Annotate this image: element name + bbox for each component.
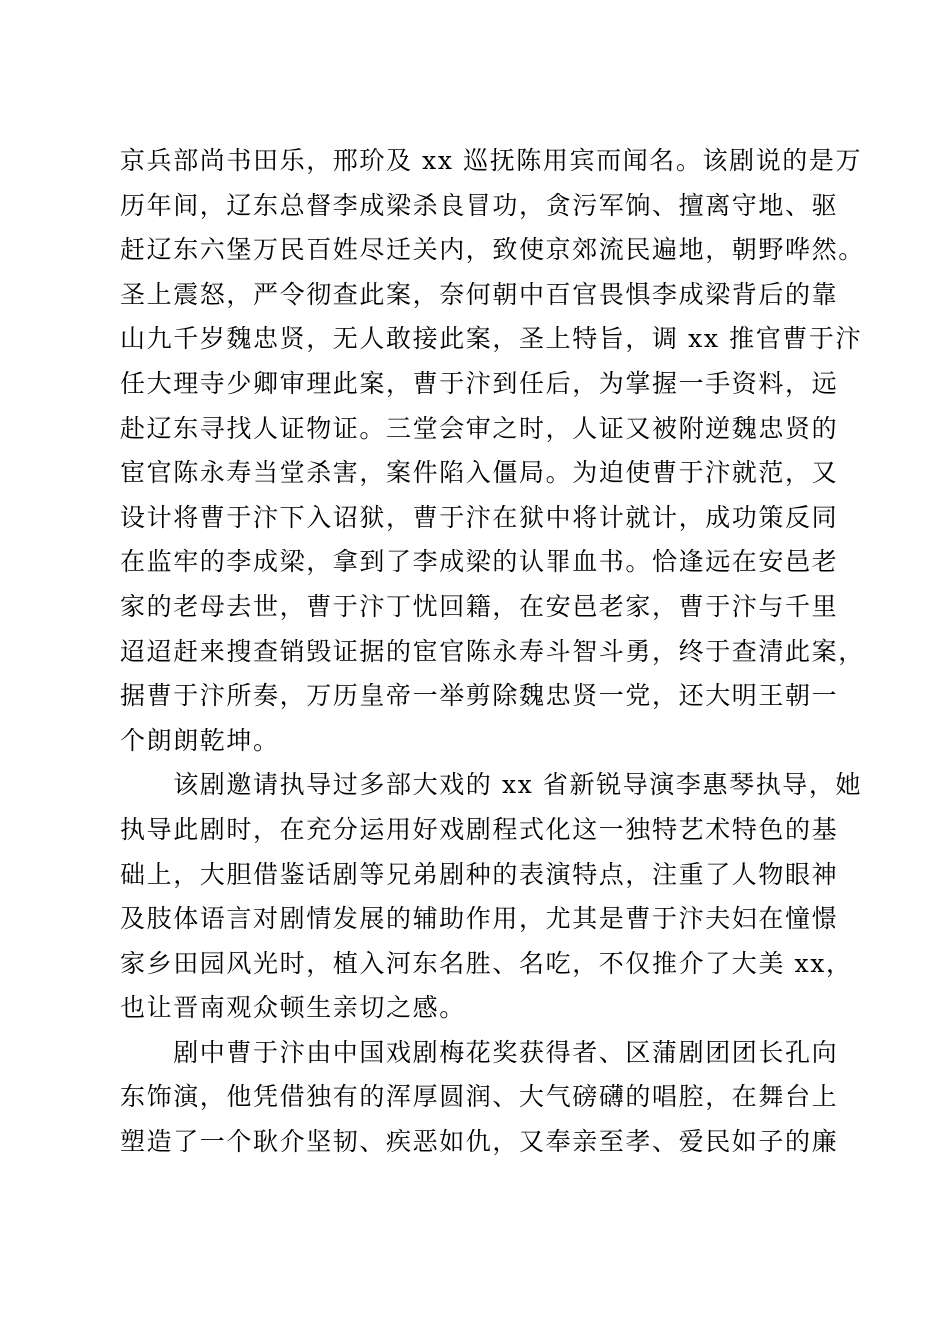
text-line: 据曹于汴所奏，万历皇帝一举剪除魏忠贤一党，还大明王朝一 <box>120 681 839 711</box>
text-line: 个朗朗乾坤。 <box>120 725 280 755</box>
paragraph-3 <box>120 1031 840 1165</box>
text-line: 历年间，辽东总督李成梁杀良冒功，贪污军饷、擅离守地、驱 <box>120 190 839 220</box>
text-line: 东饰演，他凭借独有的浑厚圆润、大气磅礴的唱腔，在舞台上 <box>120 1082 839 1112</box>
text-line: 家的老母去世，曹于汴丁忧回籍，在安邑老家，曹于汴与千里 <box>120 591 839 621</box>
text-line: 家乡田园风光时，植入河东名胜、名吃，不仅推介了大美 xx， <box>120 948 853 978</box>
text-line: 赶辽东六堡万民百姓尽迁关内，致使京郊流民遍地，朝野哗然。 <box>120 235 865 265</box>
text-line: 础上，大胆借鉴话剧等兄弟剧种的表演特点，注重了人物眼神 <box>120 859 839 889</box>
text-line: 京兵部尚书田乐，邢玠及 xx 巡抚陈用宾而闻名。该剧说的是万 <box>120 146 863 175</box>
text-line: 赴辽东寻找人证物证。三堂会审之时，人证又被附逆魏忠贤的 <box>120 413 839 443</box>
text-line: 设计将曹于汴下入诏狱，曹于汴在狱中将计就计，成功策反同 <box>120 502 839 532</box>
text-line: 及肢体语言对剧情发展的辅助作用，尤其是曹于汴夫妇在憧憬 <box>120 904 839 934</box>
text-line: 执导此剧时，在充分运用好戏剧程式化这一独特艺术特色的基 <box>120 814 839 844</box>
text-line: 迢迢赶来搜查销毁证据的宦官陈永寿斗智斗勇，终于查清此案， <box>120 636 865 666</box>
text-line: 塑造了一个耿介坚韧、疾恶如仇，又奉亲至孝、爱民如子的廉 <box>120 1127 839 1157</box>
document-body <box>120 139 865 1165</box>
text-line: 任大理寺少卿审理此案，曹于汴到任后，为掌握一手资料，远 <box>120 368 839 398</box>
text-line: 圣上震怒，严令彻查此案，奈何朝中百官畏惧李成梁背后的靠 <box>120 279 839 309</box>
text-line: 剧中曹于汴由中国戏剧梅花奖获得者、区蒲剧团团长孔向 <box>120 1037 839 1067</box>
paragraph-1 <box>120 139 865 763</box>
text-line: 也让晋南观众顿生亲切之感。 <box>120 993 466 1023</box>
text-line: 宦官陈永寿当堂杀害，案件陷入僵局。为迫使曹于汴就范，又 <box>120 458 839 488</box>
paragraph-2 <box>120 763 863 1031</box>
text-line: 该剧邀请执导过多部大戏的 xx 省新锐导演李惠琴执导，她 <box>120 770 863 800</box>
text-line: 山九千岁魏忠贤，无人敢接此案，圣上特旨，调 xx 推官曹于汴 <box>120 324 863 354</box>
text-line: 在监牢的李成梁，拿到了李成梁的认罪血书。恰逢远在安邑老 <box>120 547 839 577</box>
